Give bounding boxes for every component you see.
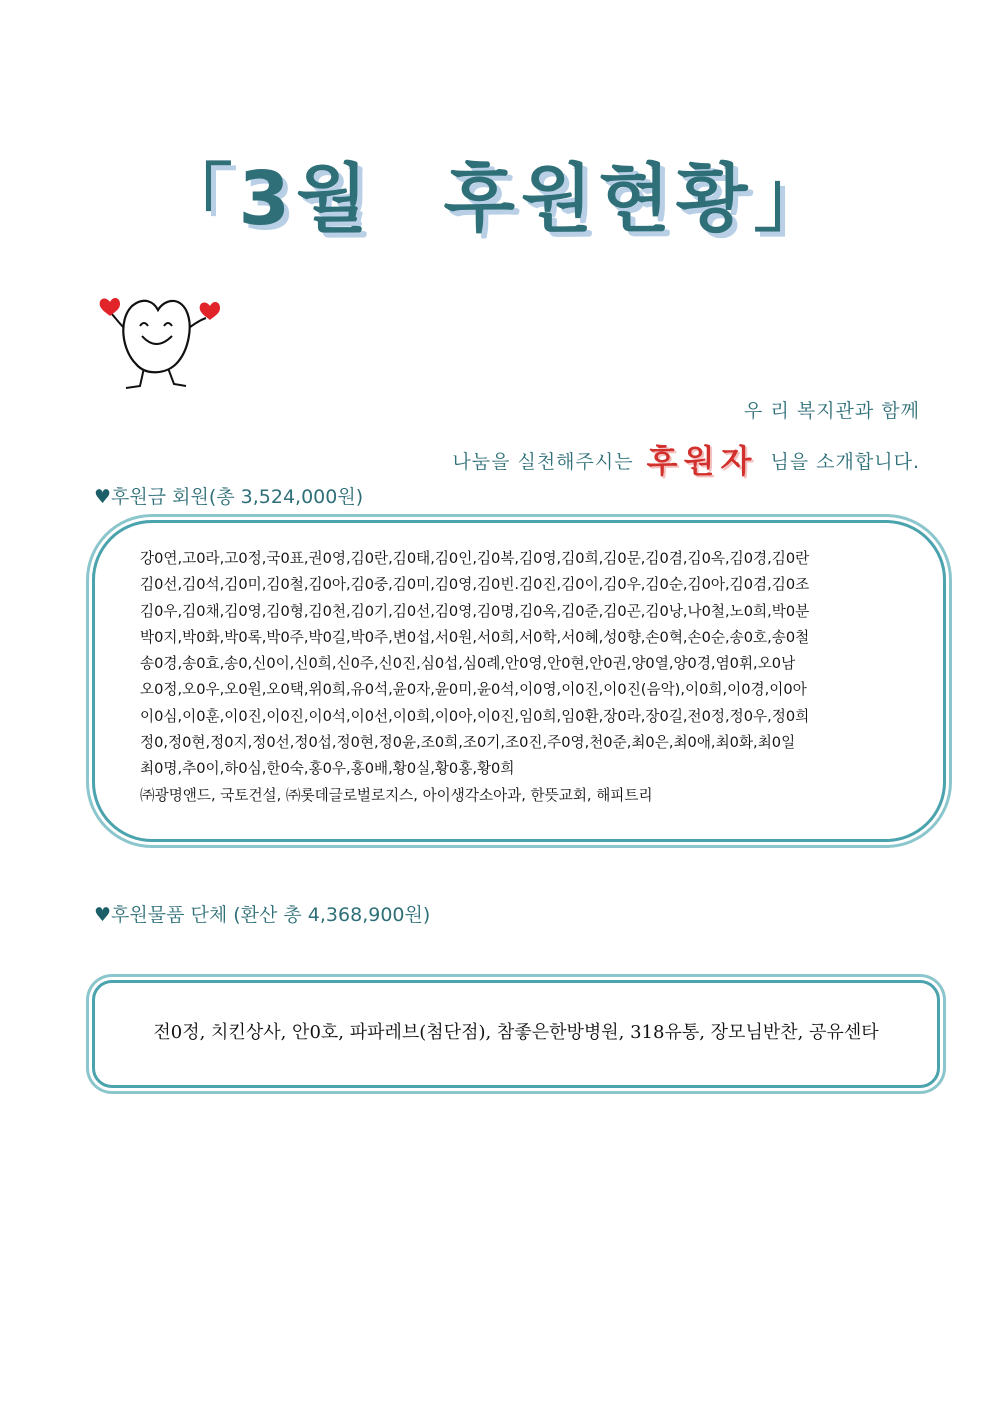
list-item: 정0,정0현,정0지,정0선,정0섭,정0현,정0윤,조0희,조0기,조0진,주0영,천0준,최0은,최0애,최0화,최0일 bbox=[140, 734, 796, 752]
list-item: ㈜광명앤드, 국토건설, ㈜롯데글로벌로지스, 아이생각소아과, 한뜻교회, 해피트리 bbox=[140, 786, 653, 804]
money-members-list bbox=[140, 546, 900, 809]
list-item: 오0정,오0우,오0원,오0택,위0희,유0석,윤0자,윤0미,윤0석,이0영,이0진,이0진(음악),이0희,이0경,이0아 bbox=[140, 681, 807, 699]
intro-highlight-sponsor: 후원자 bbox=[646, 442, 758, 480]
list-item: 최0명,추0이,하0심,한0숙,홍0우,홍0배,황0실,황0홍,황0희 bbox=[140, 760, 515, 778]
list-item: 송0경,송0효,송0,신0이,신0희,신0주,신0진,심0섭,심0례,안0영,안0현,안0권,양0열,양0경,염0휘,오0남 bbox=[140, 655, 796, 673]
intro-line-2 bbox=[452, 436, 920, 482]
section-heading-money-text: 후원금 회원(총 3,524,000원) bbox=[111, 486, 364, 508]
list-item: 김0우,김0채,김0영,김0형,김0천,김0기,김0선,김0영,김0명,김0옥,김0준,김0곤,김0낭,나0철,노0희,박0분 bbox=[140, 602, 810, 620]
heart-mascot-icon bbox=[92, 290, 224, 394]
page-title bbox=[0, 140, 992, 246]
title-close-bracket: 」 bbox=[753, 156, 834, 242]
section-heading-goods-text: 후원물품 단체 (환산 총 4,368,900원) bbox=[111, 904, 431, 926]
intro-suffix: 님을 소개합니다. bbox=[770, 451, 920, 473]
list-item: 박0지,박0화,박0록,박0주,박0길,박0주,변0섭,서0원,서0희,서0학,서0혜,성0향,손0혁,손0순,송0호,송0철 bbox=[140, 628, 810, 646]
title-main: 후원현황 bbox=[443, 156, 754, 242]
intro-line-1: 우 리 복지관과 함께 bbox=[744, 400, 920, 422]
heart-icon: ♥ bbox=[94, 904, 112, 926]
intro-prefix: 나눔을 실천해주시는 bbox=[452, 451, 634, 473]
list-item: 김0선,김0석,김0미,김0철,김0아,김0중,김0미,김0영,김0빈.김0진,김0이,김0우,김0순,김0아,김0겸,김0조 bbox=[140, 576, 810, 594]
heart-icon: ♥ bbox=[94, 486, 112, 508]
section-heading-goods bbox=[94, 900, 430, 927]
section-heading-money bbox=[94, 482, 363, 509]
title-open-bracket: 「 bbox=[158, 156, 239, 242]
list-item: 이0심,이0훈,이0진,이0진,이0석,이0선,이0희,이0아,이0진,임0희,임0환,장0라,장0길,전0정,정0우,정0희 bbox=[140, 707, 810, 725]
title-month: 3월 bbox=[238, 156, 374, 242]
list-item: 강0연,고0라,고0정,국0표,권0영,김0란,김0태,김0인,김0복,김0영,김0희,김0문,김0겸,김0옥,김0경,김0란 bbox=[140, 550, 810, 567]
goods-groups-list: 전0정, 치킨상사, 안0호, 파파레브(첨단점), 참좋은한방병원, 318유통, 장모님반찬, 공유센타 bbox=[153, 1022, 879, 1043]
